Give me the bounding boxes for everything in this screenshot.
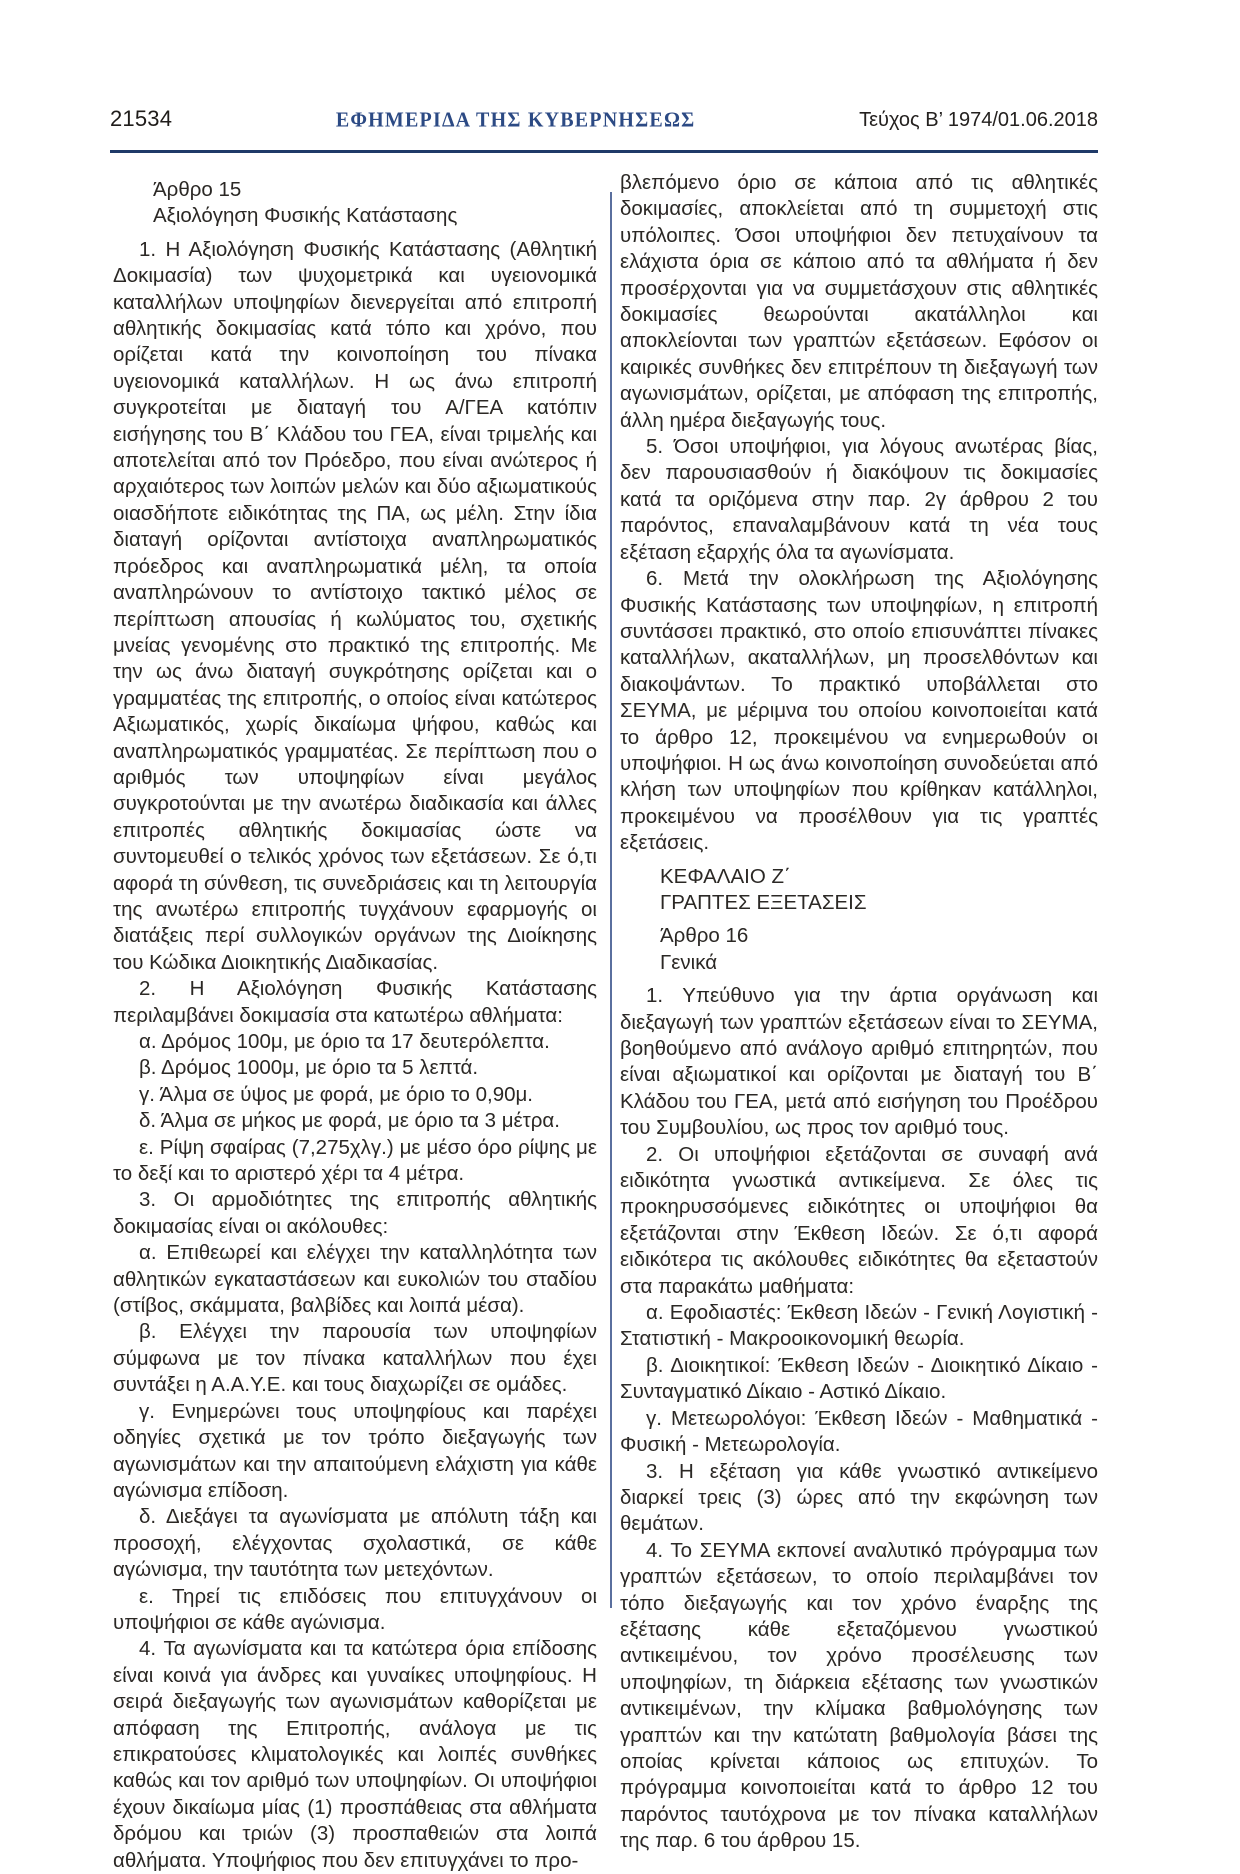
heading-line: ΓΡΑΠΤΕΣ ΕΞΕΤΑΣΕΙΣ bbox=[660, 890, 867, 914]
heading-line: Άρθρο 16 bbox=[660, 924, 749, 948]
left-column bbox=[113, 170, 597, 1874]
section-heading bbox=[620, 864, 1098, 917]
section-heading bbox=[113, 177, 597, 230]
heading-line: Αξιολόγηση Φυσικής Κατάστασης bbox=[153, 204, 458, 228]
paragraph: α. Εφοδιαστές: Έκθεση Ιδεών - Γενική Λογιστική - Στατιστική - Μακροοικονομική θεωρία. bbox=[620, 1301, 1098, 1351]
paragraph: α. Δρόμος 100μ, με όριο τα 17 δευτερόλεπτα. bbox=[139, 1030, 550, 1053]
heading-line: ΚΕΦΑΛΑΙΟ Ζ΄ bbox=[660, 864, 791, 888]
page-header bbox=[110, 106, 1098, 132]
masthead-title: ΕΦΗΜΕΡΙΔΑ ΤΗΣ ΚΥΒΕΡΝΗΣΕΩΣ bbox=[335, 108, 696, 132]
paragraph: 3. Οι αρμοδιότητες της επιτροπής αθλητικής δοκιμασίας είναι οι ακόλουθες: bbox=[113, 1188, 597, 1238]
paragraph: 5. Όσοι υποψήφιοι, για λόγους ανωτέρας βίας, δεν παρουσιασθούν ή διακόψουν τις δοκιμασίες κατά τα οριζόμενα στην παρ. 2γ άρθρου 2 του παρόντος, επαναλαμβάνουν κατά τη νέα τους εξέταση εξαρχής όλα τα αγωνίσματα. bbox=[620, 435, 1098, 564]
paragraph: β. Ελέγχει την παρουσία των υποψηφίων σύμφωνα με τον πίνακα καταλλήλων που έχει συντάξει η Α.Α.Υ.Ε. και τους διαχωρίζει σε ομάδες. bbox=[113, 1320, 597, 1397]
paragraph: 3. Η εξέταση για κάθε γνωστικό αντικείμενο διαρκεί τρεις (3) ώρες από την εκφώνηση των θεμάτων. bbox=[620, 1459, 1098, 1536]
paragraph: γ. Άλμα σε ύψος με φορά, με όριο το 0,90μ. bbox=[139, 1082, 534, 1106]
section-heading bbox=[620, 923, 1098, 976]
header-rule bbox=[110, 150, 1098, 153]
paragraph: 4. Τα αγωνίσματα και τα κατώτερα όρια επίδοσης είναι κοινά για άνδρες και γυναίκες υποψηφίους. Η σειρά διεξαγωγής των αγωνισμάτων καθορίζεται με απόφαση της Επιτροπής, ανάλογα με τις επικρατούσες κλιματολογικές και λοιπές συνθήκες καθώς και τον αριθμό των υποψηφίων. Οι υποψήφιοι έχουν δικαίωμα μίας (1) προσπάθειας στα αθλήματα δρόμου και τριών (3) προσπαθειών στα λοιπά αθλήματα. Υποψήφιος που δεν επιτυγχάνει το προ- bbox=[113, 1637, 597, 1872]
paragraph: 6. Μετά την ολοκλήρωση της Αξιολόγησης Φυσικής Κατάστασης των υποψηφίων, η επιτροπή συντάσσει πρακτικό, στο οποίο επισυνάπτει πίνακες καταλλήλων, ακαταλλήλων, μη προσελθόντων και διακοψάντων. Το πρακτικό υποβάλλεται στο ΣΕΥΜΑ, με μέριμνα του οποίου κοινοποιείται κατά το άρθρο 12, προκειμένου να ενημερωθούν οι υποψήφιοι. Η ως άνω κοινοποίηση συνοδεύεται από κλήση των υποψηφίων που κρίθηκαν κατάλληλοι, προκειμένου να προσέλθουν για τις γραπτές εξετάσεις. bbox=[620, 567, 1098, 855]
paragraph: ε. Ρίψη σφαίρας (7,275χλγ.) με μέσο όρο ρίψης με το δεξί και το αριστερό χέρι τα 4 μέτρα. bbox=[113, 1135, 597, 1186]
paragraph: 2. Η Αξιολόγηση Φυσικής Κατάστασης περιλαμβάνει δοκιμασία στα κατωτέρω αθλήματα: bbox=[113, 977, 597, 1027]
paragraph: β. Δρόμος 1000μ, με όριο τα 5 λεπτά. bbox=[139, 1056, 479, 1080]
paragraph: 4. Το ΣΕΥΜΑ εκπονεί αναλυτικό πρόγραμμα των γραπτών εξετάσεων, το οποίο περιλαμβάνει τον τόπο διεξαγωγής και τον χρόνο έναρξης της εξέτασης κάθε εξεταζόμενου γνωστικού αντικειμένου, τον χρόνο προσέλευσης των υποψηφίων, τη διάρκεια εξέτασης των γνωστικών αντικειμένων, την κλίμακα βαθμολόγησης των γραπτών και την κατώτατη βαθμολογία βάσει της οποίας κρίνεται κάποιος ως επιτυχών. Το πρόγραμμα κοινοποιείται κατά το άρθρο 12 του παρόντος ταυτόχρονα με τον πίνακα καταλλήλων της παρ. 6 του άρθρου 15. bbox=[620, 1538, 1098, 1853]
paragraph: ε. Τηρεί τις επιδόσεις που επιτυγχάνουν οι υποψήφιοι σε κάθε αγώνισμα. bbox=[113, 1584, 597, 1634]
column-divider bbox=[610, 192, 612, 1608]
right-column bbox=[620, 170, 1098, 1855]
paragraph: 1. Υπεύθυνο για την άρτια οργάνωση και διεξαγωγή των γραπτών εξετάσεων είναι το ΣΕΥΜΑ, βοηθούμενο από ανάλογο αριθμό επιτηρητών, που είναι αξιωματικοί και ορίζονται με διαταγή του Β΄ Κλάδου του ΓΕΑ, μετά από εισήγηση του Προέδρου του Συμβουλίου, ως προς τον αριθμό τους. bbox=[620, 984, 1098, 1140]
paragraph: δ. Άλμα σε μήκος με φορά, με όριο τα 3 μέτρα. bbox=[139, 1109, 560, 1133]
page-number: 21534 bbox=[110, 106, 173, 131]
paragraph: 1. Η Αξιολόγηση Φυσικής Κατάστασης (Αθλητική Δοκιμασία) των ψυχομετρικά και υγειονομικά καταλλήλων υποψηφίων διενεργείται από επιτροπή αθλητικής δοκιμασίας κατά τόπο και χρόνο, που ορίζεται κατά την κοινοποίηση του πίνακα υγειονομικά καταλλήλων. Η ως άνω επιτροπή συγκροτείται με διαταγή του Α/ΓΕΑ κατόπιν εισήγησης του Β΄ Κλάδου του ΓΕΑ, είναι τριμελής και αποτελείται από τον Πρόεδρο, που είναι ανώτερος ή αρχαιότερος των λοιπών μελών και δύο αξιωματικούς οιασδήποτε ειδικότητας της ΠΑ, ως μέλη. Στην ίδια διαταγή ορίζονται αντίστοιχα αναπληρωματικός πρόεδρος και αναπληρωματικά μέλη, τα οποία αναπληρώνουν το αντίστοιχο τακτικό μέλος σε περίπτωση απουσίας ή κωλύματος του, σχετικής μνείας γενομένης στο πρακτικό της επιτροπής. Με την ως άνω διαταγή συγκρότησης ορίζεται και ο γραμματέας της επιτροπής, ο οποίος είναι κατώτερος Αξιωματικός, χωρίς δικαίωμα ψήφου, καθώς και αναπληρωματικός γραμματέας. Σε περίπτωση που ο αριθμός των υποψηφίων είναι μεγάλος συγκροτούνται με την ανωτέρω διαδικασία και άλλες επιτροπές αθλητικής δοκιμασίας ώστε να συντομευθεί ο τελικός χρόνος των εξετάσεων. Σε ό,τι αφορά τη σύνθεση, τις συνεδριάσεις και τη λειτουργία της ανωτέρω επιτροπής τυγχάνουν εφαρμογής οι διατάξεις περί συλλογικών οργάνων της Διοίκησης του Κώδικα Διοικητικής Διαδικασίας. bbox=[113, 237, 597, 974]
paragraph: α. Επιθεωρεί και ελέγχει την καταλληλότητα των αθλητικών εγκαταστάσεων και ευκολιών του σταδίου (στίβος, σκάμματα, βαλβίδες και λοιπά μέσα). bbox=[113, 1241, 597, 1318]
paragraph: γ. Ενημερώνει τους υποψηφίους και παρέχει οδηγίες σχετικά με τον τρόπο διεξαγωγής των αγωνισμάτων και την απαιτούμενη ελάχιστη για κάθε αγώνισμα επίδοση. bbox=[113, 1399, 597, 1502]
heading-line: Άρθρο 15 bbox=[153, 178, 242, 201]
issue-info: Τεύχος Β’ 1974/01.06.2018 bbox=[859, 109, 1098, 131]
paragraph: βλεπόμενο όριο σε κάποια από τις αθλητικές δοκιμασίες, αποκλείεται από τη συμμετοχή στις υπόλοιπες. Όσοι υποψήφιοι δεν πετυχαίνουν τα ελάχιστα όρια σε κάποιο από τα αθλήματα ή δεν προσέρχονται για να συμμετάσχουν στις αθλητικές δοκιμασίες θεωρούνται ακατάλληλοι και αποκλείονται των γραπτών εξετάσεων. Εφόσον οι καιρικές συνθήκες δεν επιτρέπουν τη διεξαγωγή των αγωνισμάτων, ορίζεται, με απόφαση της επιτροπής, άλλη ημέρα διεξαγωγής τους. bbox=[620, 171, 1098, 432]
heading-line: Γενικά bbox=[660, 950, 718, 974]
paragraph: δ. Διεξάγει τα αγωνίσματα με απόλυτη τάξη και προσοχή, ελέγχοντας σχολαστικά, σε κάθε αγώνισμα, την ταυτότητα των μετεχόντων. bbox=[113, 1505, 597, 1582]
paragraph: β. Διοικητικοί: Έκθεση Ιδεών - Διοικητικό Δίκαιο - Συνταγματικό Δίκαιο - Αστικό Δίκαιο. bbox=[620, 1353, 1098, 1404]
paragraph: 2. Οι υποψήφιοι εξετάζονται σε συναφή ανά ειδικότητα γνωστικά αντικείμενα. Σε όλες τις προκηρυσσόμενες ειδικότητες οι υποψήφιοι θα εξετάζονται στην Έκθεση Ιδεών. Σε ό,τι αφορά ειδικότερα τις ακόλουθες ειδικότητες θα εξεταστούν στα παρακάτω μαθήματα: bbox=[620, 1142, 1098, 1298]
paragraph: γ. Μετεωρολόγοι: Έκθεση Ιδεών - Μαθηματικά - Φυσική - Μετεωρολογία. bbox=[620, 1406, 1098, 1457]
